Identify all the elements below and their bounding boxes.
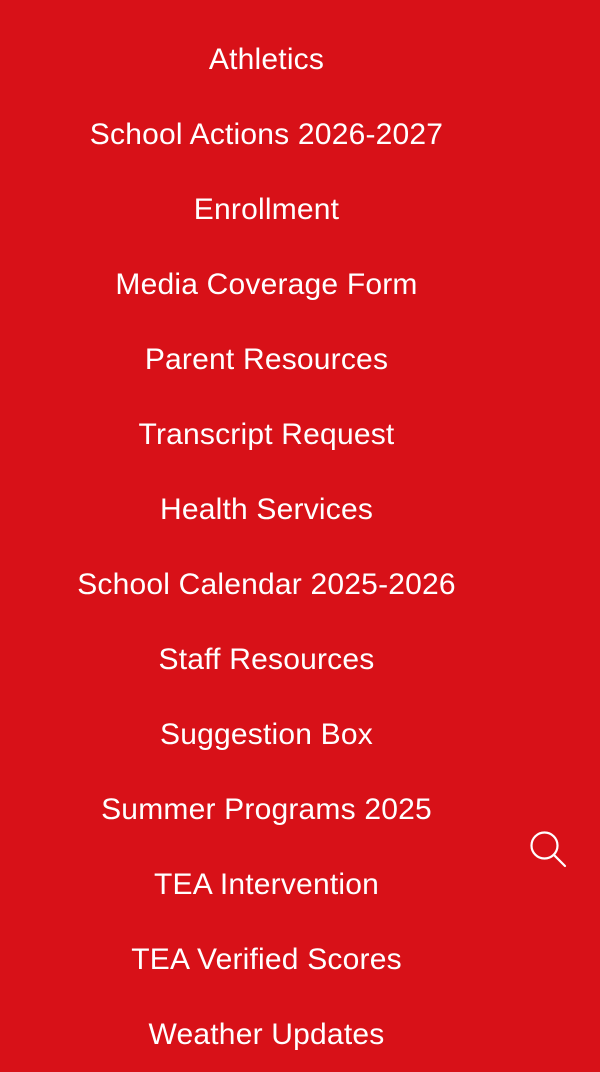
menu-item-transcript-request[interactable]: Transcript Request [138,417,395,451]
menu-item-health-services[interactable]: Health Services [159,492,374,526]
menu-item-parent-resources[interactable]: Parent Resources [144,342,389,376]
menu-item-summer-programs[interactable]: Summer Programs 2025 [101,792,432,826]
menu-item-athletics[interactable]: Athletics [208,42,325,76]
menu-item-tea-intervention[interactable]: TEA Intervention [154,867,379,901]
menu-item-tea-verified-scores[interactable]: TEA Verified Scores [131,942,402,976]
menu-item-school-actions[interactable]: School Actions 2026-2027 [89,117,444,151]
menu-item-school-calendar[interactable]: School Calendar 2025-2026 [77,567,456,601]
menu-item-weather-updates[interactable]: Weather Updates [148,1017,385,1051]
menu-item-staff-resources[interactable]: Staff Resources [158,642,375,676]
search-icon [525,826,571,872]
menu-item-media-coverage-form[interactable]: Media Coverage Form [115,267,418,301]
search-button[interactable] [519,820,577,878]
menu-item-enrollment[interactable]: Enrollment [193,192,340,226]
navigation-menu [0,22,533,1072]
menu-item-suggestion-box[interactable]: Suggestion Box [160,717,373,751]
